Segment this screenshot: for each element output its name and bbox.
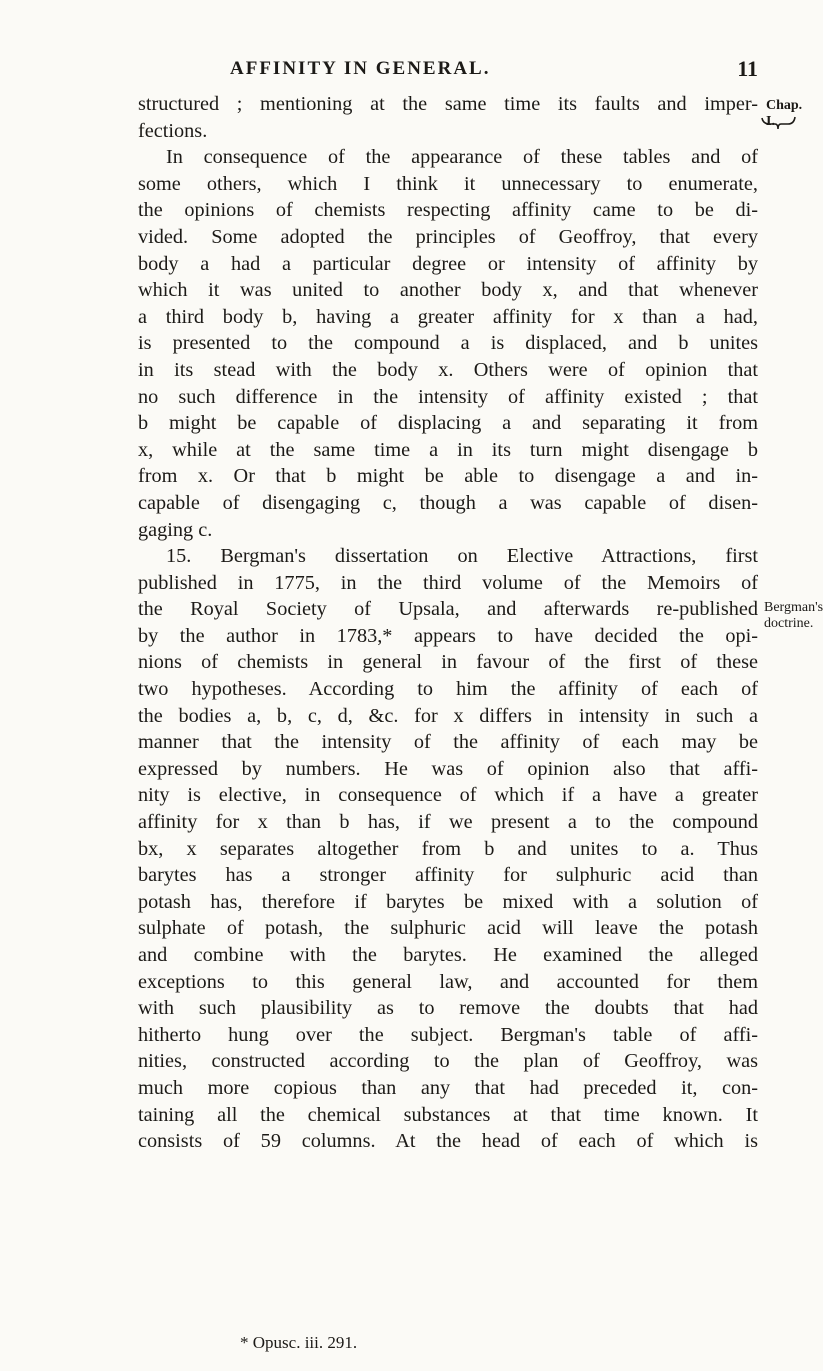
text-line: exceptions to this general law, and accounted for them [138,970,758,993]
text-line: hitherto hung over the subject. Bergman's table of affi- [138,1023,758,1046]
text-line: no such difference in the intensity of affinity existed ; that [138,385,758,408]
text-line: vided. Some adopted the principles of Geoffroy, that every [138,225,758,248]
text-line: body a had a particular degree or intensity of affinity by [138,252,758,275]
text-line: expressed by numbers. He was of opinion also that affi- [138,757,758,780]
page-number: 11 [737,56,758,81]
text-line: manner that the intensity of the affinity of each may be [138,731,758,754]
text-line: 15. Bergman's dissertation on Elective Attractions, first [166,545,758,568]
footnote: * Opusc. iii. 291. [240,1333,358,1352]
text-line: b might be capable of displacing a and separating it from [138,412,758,435]
text-line: much more copious than any that had preceded it, con- [138,1076,758,1099]
text-line: by the author in 1783,* appears to have decided the opi- [138,624,758,647]
margin-note-bergman: Bergman's doctrine. [764,600,823,631]
text-line: nity is elective, in consequence of which if a have a greater [138,784,758,807]
text-line: and combine with the barytes. He examined the alleged [138,944,758,966]
text-line: nions of chemists in general in favour of the first of these [138,651,758,674]
text-line: bx, x separates altogether from b and unites to a. Thus [138,837,758,860]
margin-note-chapter: Chap. I. [766,98,803,129]
text-line: published in 1775, in the third volume of the Memoirs of [138,571,758,594]
running-head [138,58,758,84]
text-line: in its stead with the body x. Others were of opinion that [138,358,758,381]
text-line: is presented to the compound a is displaced, and b unites [138,332,758,355]
text-line: potash has, therefore if barytes be mixed with a solution of [138,890,758,913]
text-line: some others, which I think it unnecessary to enumerate, [138,172,758,195]
text-line: barytes has a stronger affinity for sulphuric acid than [138,864,758,887]
text-line: which it was united to another body x, and that whenever [138,279,758,302]
text-line: fections. [138,119,208,142]
text-line: capable of disengaging c, though a was capable of disen- [138,491,758,514]
body-text [138,91,758,1155]
text-line: two hypotheses. According to him the affinity of each of [138,678,758,701]
text-line: consists of 59 columns. At the head of each of which is [138,1130,758,1153]
text-line: taining all the chemical substances at that time known. It [138,1103,758,1126]
text-line: affinity for x than b has, if we present a to the compound [138,811,758,834]
running-head-title: AFFINITY IN GENERAL. [230,58,491,79]
text-line: x, while at the same time a in its turn might disengage b [138,438,758,461]
text-line: with such plausibility as to remove the doubts that had [138,997,758,1020]
text-line: the opinions of chemists respecting affinity came to be di- [138,199,758,222]
text-line: In consequence of the appearance of these tables and of [166,146,758,169]
text-line: gaging c. [138,518,213,541]
text-line: sulphate of potash, the sulphuric acid will leave the potash [138,917,758,940]
text-line: a third body b, having a greater affinity for x than a had, [138,305,758,328]
margin-brace-icon [760,116,796,130]
text-line: from x. Or that b might be able to disengage a and in- [138,465,758,488]
text-line: nities, constructed according to the plan of Geoffroy, was [138,1050,758,1073]
text-line: the bodies a, b, c, d, &c. for x differs in intensity in such a [138,704,758,727]
text-line: structured ; mentioning at the same time its faults and imper- [138,93,758,115]
text-line: the Royal Society of Upsala, and afterwards re-published [138,598,758,621]
